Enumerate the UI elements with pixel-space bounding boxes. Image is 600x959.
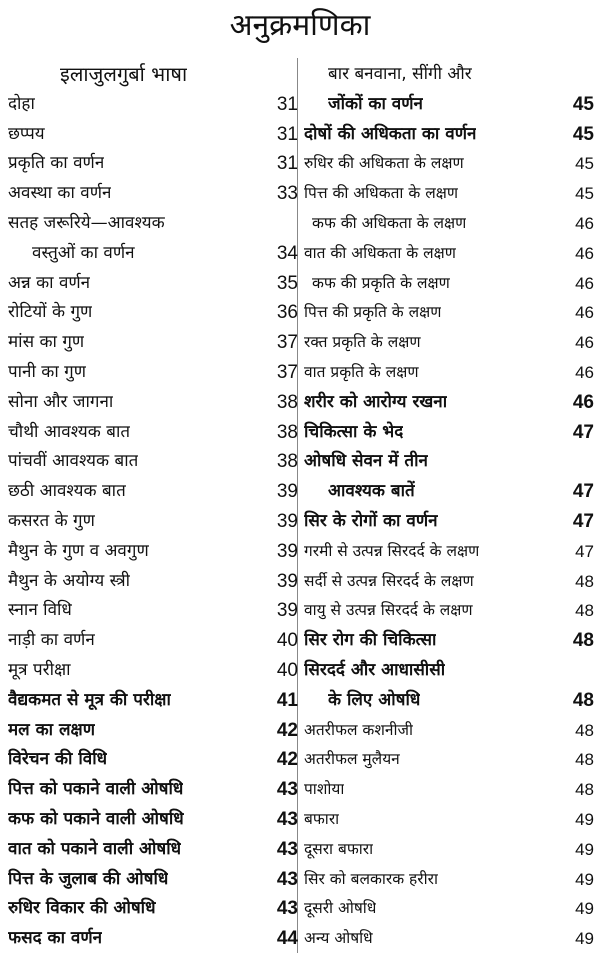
toc-entry	[304, 477, 594, 507]
toc-entry-page: 48	[572, 630, 594, 652]
toc-entry-title: पाशोया	[304, 780, 345, 799]
toc-entry-page: 48	[575, 780, 594, 800]
toc-entry-page: 46	[575, 303, 594, 323]
toc-entry	[304, 924, 594, 954]
toc-entry-title: मल का लक्षण	[8, 719, 95, 740]
toc-entry-page: 46	[575, 213, 594, 233]
toc-entry	[304, 865, 594, 895]
toc-entry-page: 45	[572, 93, 594, 115]
toc-entry-title: आवश्यक बातें	[328, 481, 415, 502]
toc-entry-title: वैद्यकमत से मूत्र की परीक्षा	[8, 689, 171, 710]
toc-entry	[8, 149, 298, 179]
toc-entry-page: 46	[572, 391, 594, 413]
toc-entry-title: अन्न का वर्णन	[8, 272, 91, 293]
toc-entry-page: 45	[575, 154, 594, 174]
toc-entry-title: शरीर को आरोग्य रखना	[304, 391, 448, 412]
toc-entry-title: मैथुन के गुण व अवगुण	[8, 540, 149, 561]
toc-entry	[304, 358, 594, 388]
toc-entry-title: कसरत के गुण	[8, 510, 95, 531]
toc-entry-page: 46	[575, 273, 594, 293]
toc-entry-page: 38	[276, 421, 298, 443]
toc-entry-title: अतरीफल मुलैयन	[304, 750, 400, 769]
toc-entry	[304, 745, 594, 775]
toc-entry	[304, 596, 594, 626]
toc-entry	[304, 269, 594, 299]
toc-entry	[304, 90, 594, 120]
toc-entry-title: जोंकों का वर्णन	[328, 93, 423, 114]
toc-entry-page: 44	[276, 928, 298, 950]
toc-entry-title: सोना और जागना	[8, 391, 114, 412]
toc-entry-title: पानी का गुण	[8, 361, 87, 382]
toc-entry-page: 49	[575, 929, 594, 949]
toc-entry-title: मांस का गुण	[8, 332, 85, 353]
toc-entry-page: 48	[575, 601, 594, 621]
toc-entry-title: पांचवीं आवश्यक बात	[8, 451, 139, 472]
toc-entry-title: वात प्रकृति के लक्षण	[304, 362, 419, 381]
toc-entry-title: मैथुन के अयोग्य स्त्री	[8, 570, 131, 591]
toc-entry	[304, 388, 594, 418]
toc-entry	[304, 328, 594, 358]
toc-entry	[8, 626, 298, 656]
toc-entry	[8, 388, 298, 418]
toc-entry	[304, 537, 594, 567]
toc-entry-title: सिरदर्द और आधासीसी	[304, 659, 446, 680]
toc-entry-title: पित्त के जुलाब की ओषधि	[8, 868, 169, 889]
toc-entry-page: 43	[276, 898, 298, 920]
toc-entry-page: 46	[575, 333, 594, 353]
toc-entry-title: बफारा	[304, 809, 340, 828]
toc-entry-page: 46	[575, 362, 594, 382]
toc-entry-page: 40	[276, 659, 298, 681]
toc-entry-page: 48	[575, 571, 594, 591]
page-title: अनुक्रमणिका	[229, 8, 371, 43]
toc-entry-page: 38	[276, 391, 298, 413]
toc-entry	[8, 90, 298, 120]
toc-entry-page: 45	[575, 184, 594, 204]
toc-entry	[8, 924, 298, 954]
toc-entry-page: 35	[276, 272, 298, 294]
toc-entry	[8, 894, 298, 924]
toc-entry-page: 47	[572, 421, 594, 443]
toc-entry-page: 38	[276, 451, 298, 473]
right-column	[304, 60, 594, 955]
toc-entry-page: 41	[276, 689, 298, 711]
toc-entry-title: अतरीफल कशनीजी	[304, 720, 413, 739]
toc-entry	[304, 507, 594, 537]
toc-entry-page: 43	[276, 868, 298, 890]
toc-entry-title: दूसरी ओषधि	[304, 899, 377, 918]
toc-entry-title: मूत्र परीक्षा	[8, 659, 71, 680]
toc-entry-title: अन्य ओषधि	[304, 929, 373, 948]
toc-entry-title: रोटियों के गुण	[8, 302, 93, 323]
toc-entry	[304, 656, 594, 686]
toc-entry	[304, 149, 594, 179]
toc-entry-page: 39	[276, 481, 298, 503]
toc-entry-title: फसद का वर्णन	[8, 928, 103, 949]
toc-entry-page: 34	[276, 242, 298, 264]
toc-entry-title: पित्त की प्रकृति के लक्षण	[304, 303, 442, 322]
toc-entry	[8, 686, 298, 716]
toc-entry-title: के लिए ओषधि	[328, 689, 421, 710]
toc-entry-page: 43	[276, 779, 298, 801]
toc-entry	[8, 209, 298, 239]
toc-entry-title: स्नान विधि	[8, 600, 72, 621]
toc-entry-title: वात की अधिकता के लक्षण	[304, 243, 456, 262]
toc-entry-page: 47	[572, 510, 594, 532]
toc-entry	[304, 239, 594, 269]
toc-entry	[304, 447, 594, 477]
toc-entry-page: 49	[575, 899, 594, 919]
toc-entry-title: दूसरा बफारा	[304, 839, 374, 858]
toc-entry	[8, 596, 298, 626]
toc-entry-title: बार बनवाना, सींगी और	[328, 64, 472, 84]
toc-entry-page: 39	[276, 600, 298, 622]
toc-entry-page: 31	[276, 123, 298, 145]
toc-entry-page: 47	[572, 481, 594, 503]
toc-entry-page: 39	[276, 570, 298, 592]
toc-entry	[304, 894, 594, 924]
toc-entry	[304, 567, 594, 597]
toc-entry	[8, 537, 298, 567]
toc-entry-title: सिर के रोगों का वर्णन	[304, 510, 438, 531]
toc-entry	[304, 179, 594, 209]
toc-entry-title: सतह जरूरिये—आवश्यक	[8, 212, 165, 233]
toc-entry-page: 37	[276, 332, 298, 354]
toc-entry	[8, 567, 298, 597]
toc-entry-page: 47	[575, 541, 594, 561]
toc-entry	[304, 120, 594, 150]
toc-entry-title: सिर रोग की चिकित्सा	[304, 630, 437, 651]
toc-entry-title: कफ की प्रकृति के लक्षण	[312, 273, 450, 292]
toc-entry-title: वस्तुओं का वर्णन	[32, 242, 135, 263]
toc-entry	[8, 358, 298, 388]
toc-entry	[8, 269, 298, 299]
toc-entry	[304, 209, 594, 239]
toc-entry	[8, 477, 298, 507]
toc-entry	[304, 686, 594, 716]
toc-entry-title: नाड़ी का वर्णन	[8, 630, 95, 651]
toc-entry	[304, 60, 594, 90]
toc-entry-title: चौथी आवश्यक बात	[8, 421, 131, 442]
toc-entry-title: सिर को बलकारक हरीरा	[304, 869, 438, 888]
toc-entry-page: 40	[276, 630, 298, 652]
toc-entry-page: 39	[276, 540, 298, 562]
toc-entry-title: अवस्था का वर्णन	[8, 183, 112, 204]
toc-entry	[8, 239, 298, 269]
toc-entry-title: दोषों की अधिकता का वर्णन	[304, 123, 477, 144]
toc-entry	[8, 656, 298, 686]
toc-entry-title: दोहा	[8, 93, 35, 114]
toc-entry-page: 31	[276, 93, 298, 115]
toc-entry-title: सर्दी से उत्पन्न सिरदर्द के लक्षण	[304, 571, 474, 590]
toc-entry-page: 48	[575, 720, 594, 740]
toc-entry-title: ओषधि सेवन में तीन	[304, 451, 428, 472]
toc-entry-page: 49	[575, 809, 594, 829]
toc-entry-title: कफ को पकाने वाली ओषधि	[8, 808, 184, 829]
toc-entry-title: चिकित्सा के भेद	[304, 421, 404, 442]
toc-entry-page: 46	[575, 243, 594, 263]
toc-entry	[8, 328, 298, 358]
toc-entry-title: वायु से उत्पन्न सिरदर्द के लक्षण	[304, 601, 473, 620]
toc-entry	[304, 716, 594, 746]
toc-entry-title: रक्त प्रकृति के लक्षण	[304, 333, 421, 352]
toc-entry-title: प्रकृति का वर्णन	[8, 153, 105, 174]
toc-entry	[304, 835, 594, 865]
toc-entry-title: वात को पकाने वाली ओषधि	[8, 838, 182, 859]
toc-entry	[8, 447, 298, 477]
toc-entry-title: पित्त को पकाने वाली ओषधि	[8, 779, 184, 800]
toc-entry-page: 43	[276, 808, 298, 830]
toc-entry	[8, 775, 298, 805]
toc-entry	[8, 835, 298, 865]
toc-entry-page: 42	[276, 749, 298, 771]
toc-entry-page: 42	[276, 719, 298, 741]
toc-entry-title: रुधिर की अधिकता के लक्षण	[304, 154, 464, 173]
toc-entry	[8, 745, 298, 775]
toc-entry	[8, 716, 298, 746]
toc-entry	[8, 120, 298, 150]
toc-entry-page: 31	[276, 153, 298, 175]
toc-entry-title: विरेचन की विधि	[8, 749, 108, 770]
toc-entry-page: 37	[276, 361, 298, 383]
toc-entry-title: पित्त की अधिकता के लक्षण	[304, 184, 459, 203]
toc-entry	[304, 626, 594, 656]
toc-entry-page: 48	[572, 689, 594, 711]
toc-entry	[8, 507, 298, 537]
toc-entry-page: 36	[276, 302, 298, 324]
toc-entry	[8, 298, 298, 328]
toc-entry-page: 49	[575, 869, 594, 889]
toc-entry-page: 43	[276, 838, 298, 860]
section-heading	[8, 60, 298, 90]
toc-entry-title: छठी आवश्यक बात	[8, 481, 126, 502]
toc-entry-page: 33	[276, 183, 298, 205]
toc-entry-page: 48	[575, 750, 594, 770]
toc-entry	[304, 775, 594, 805]
toc-entry	[8, 805, 298, 835]
toc-entry-page: 45	[572, 123, 594, 145]
left-column	[8, 60, 298, 955]
toc-entry-title: गरमी से उत्पन्न सिरदर्द के लक्षण	[304, 541, 480, 560]
toc-entry	[304, 418, 594, 448]
toc-entry	[304, 805, 594, 835]
toc-entry	[8, 418, 298, 448]
toc-entry	[8, 865, 298, 895]
toc-entry-page: 39	[276, 510, 298, 532]
toc-entry	[304, 298, 594, 328]
toc-entry	[8, 179, 298, 209]
toc-entry-page: 49	[575, 839, 594, 859]
toc-entry-title: छप्पय	[8, 123, 45, 144]
toc-entry-title: रुधिर विकार की ओषधि	[8, 898, 156, 919]
toc-entry-title: कफ की अधिकता के लक्षण	[312, 213, 467, 232]
section-heading-text: इलाजुलगुर्बा भाषा	[60, 62, 188, 86]
